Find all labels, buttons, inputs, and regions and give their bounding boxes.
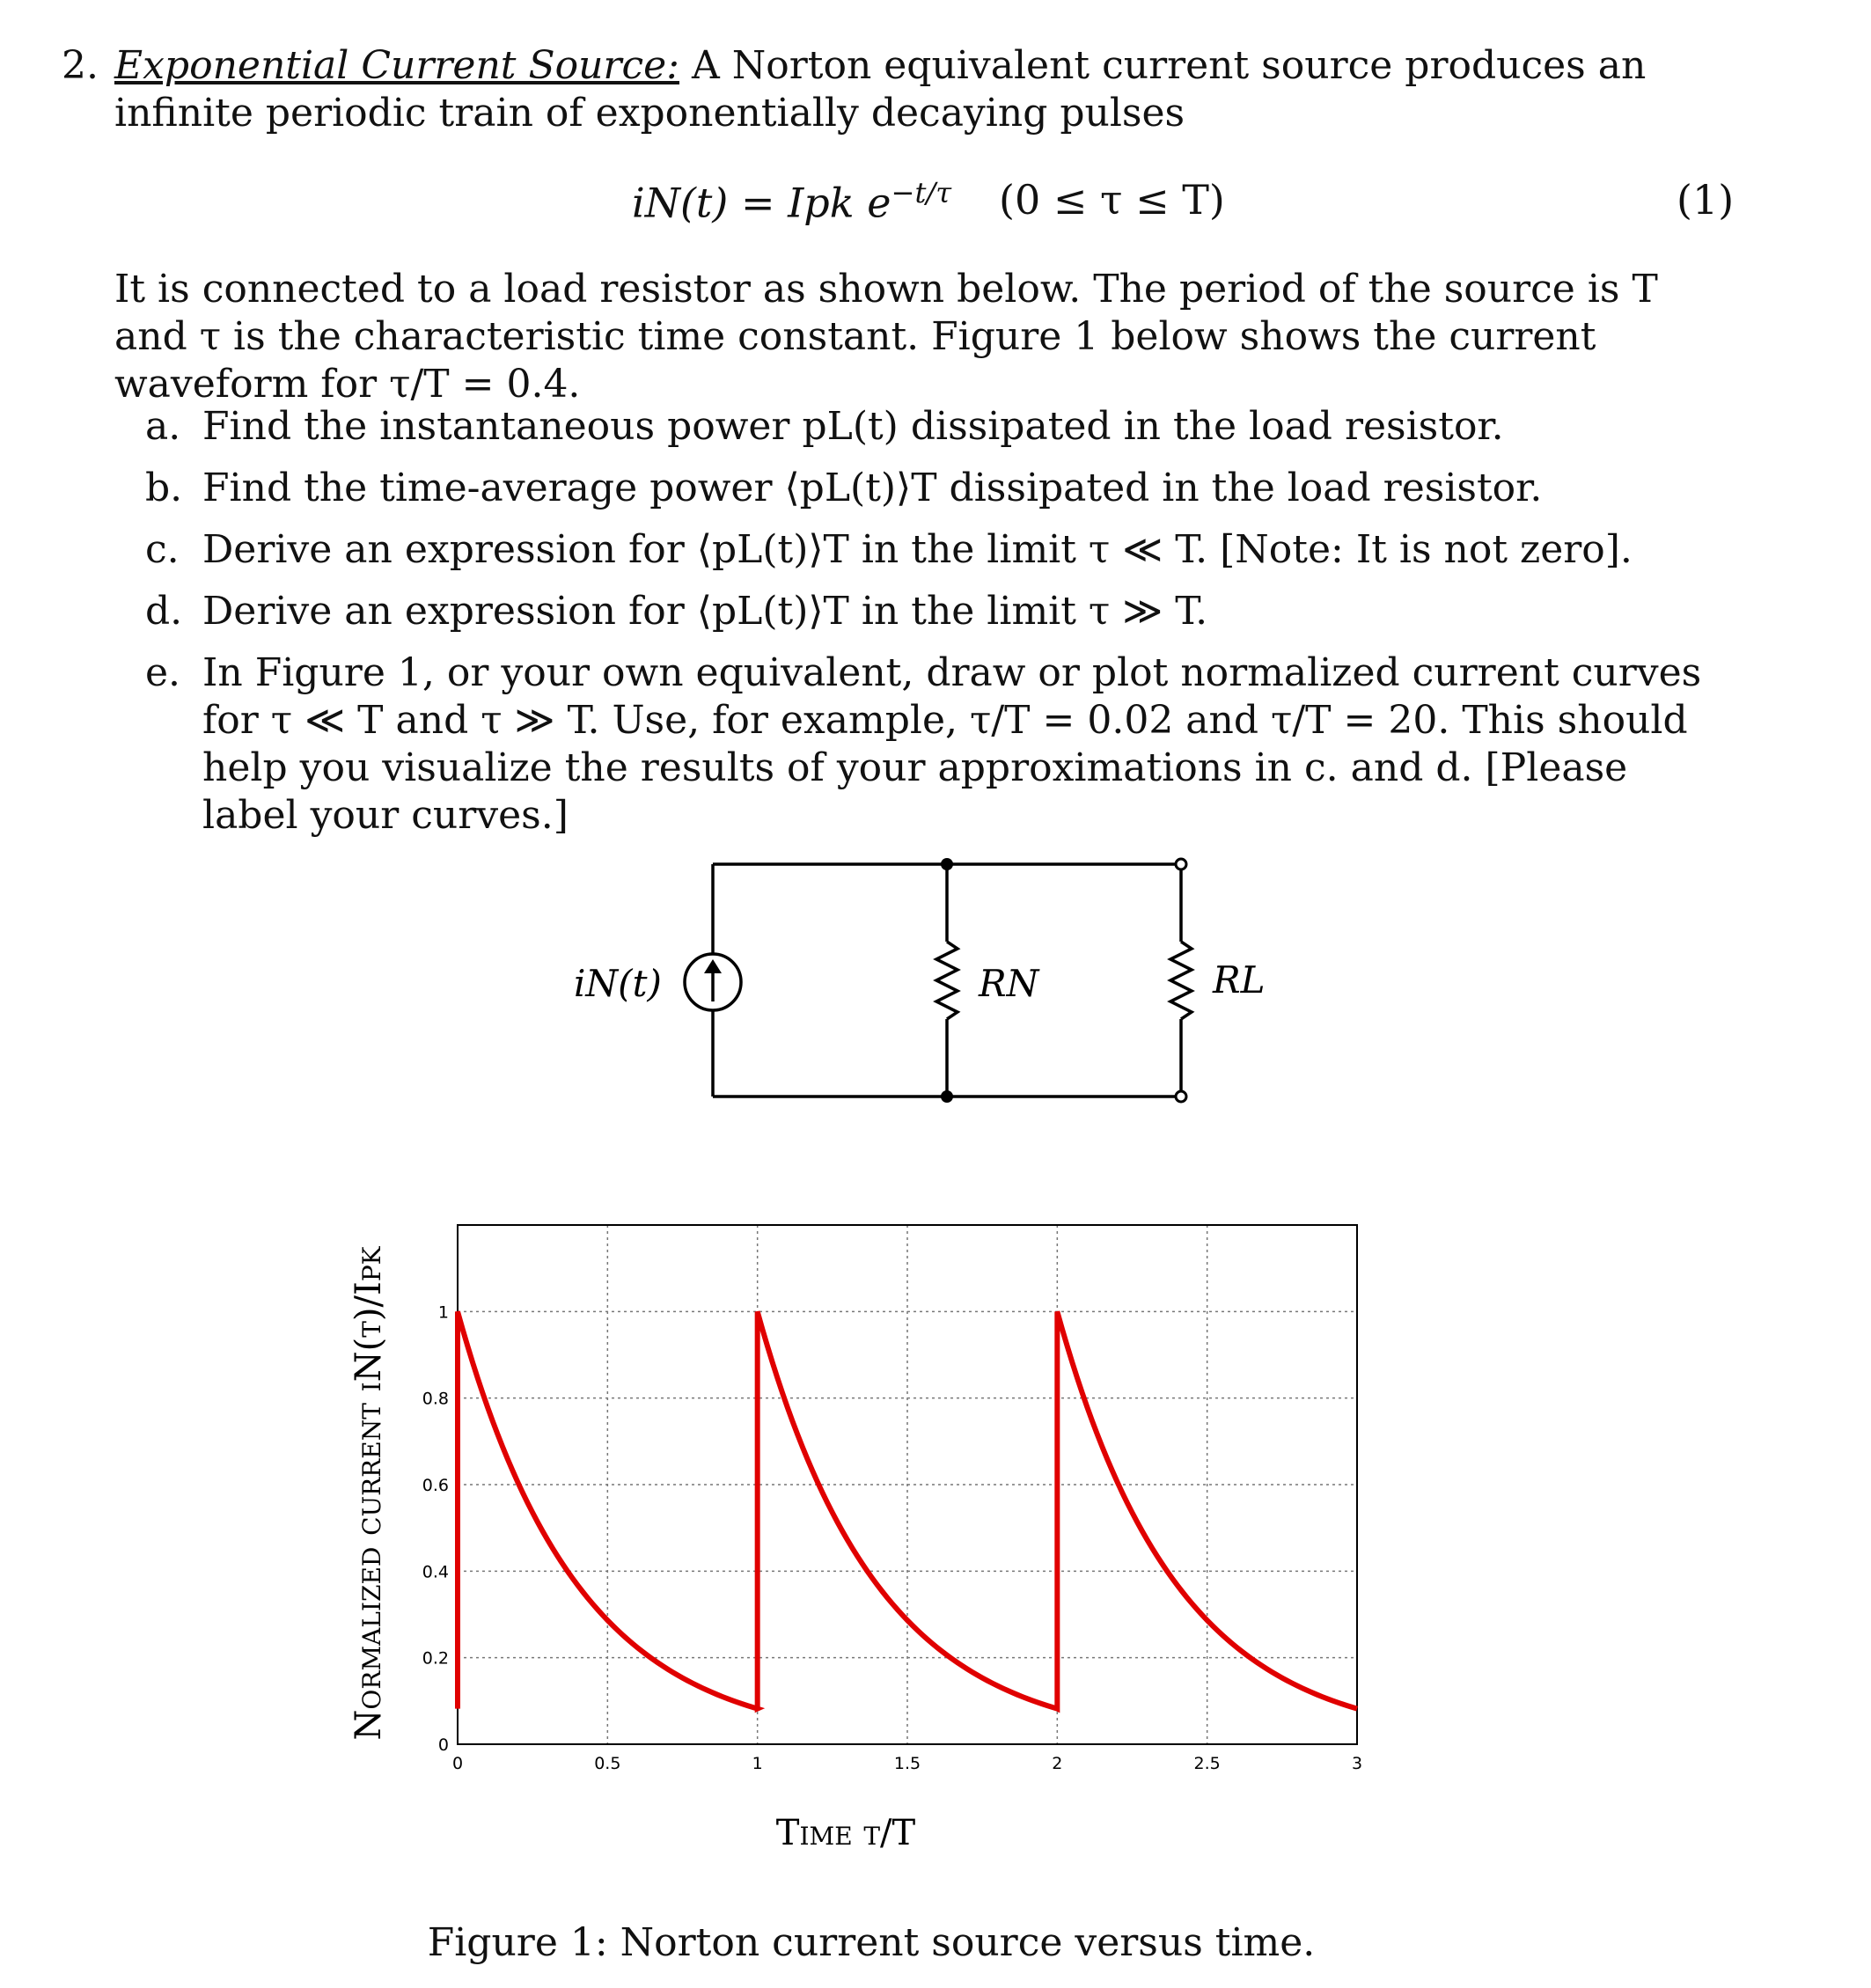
question-list xyxy=(145,403,1734,854)
equation-exponent: −t/τ xyxy=(891,176,952,209)
x-tick-label: 0 xyxy=(451,1754,464,1773)
x-tick-label: 2 xyxy=(1052,1754,1063,1773)
y-tick-label: 0.8 xyxy=(422,1389,449,1409)
x-tick-label: 1 xyxy=(752,1754,763,1773)
equation-1 xyxy=(0,176,1871,229)
equation-condition: (0 ≤ τ ≤ T) xyxy=(999,176,1225,224)
figure-1-chart xyxy=(334,1206,1390,1883)
rn-label: RN xyxy=(979,962,1039,1005)
x-tick-label: 3 xyxy=(1351,1754,1363,1773)
problem-number: 2. xyxy=(62,43,99,88)
y-tick-label: 0.4 xyxy=(422,1562,449,1582)
equation-number: (1) xyxy=(1677,176,1735,224)
y-tick-label: 0.6 xyxy=(422,1476,449,1495)
x-tick-label: 1.5 xyxy=(893,1754,921,1773)
x-tick-label: 2.5 xyxy=(1193,1754,1221,1773)
question-label: c. xyxy=(145,527,180,572)
source-label: iN(t) xyxy=(574,962,662,1005)
y-tick-label: 0.2 xyxy=(422,1648,449,1669)
resistor-rn-icon xyxy=(936,942,958,1019)
question-text: In Figure 1, or your own equivalent, draw or plot normalized current curves for τ ≪ T and τ ≫ T. Use, for example, τ/T = 0.02 and τ/T = 20. This should help you visualize the results of your approximations in c. and d. [Please label your curves.] xyxy=(202,650,1702,838)
problem-title: Exponential Current Source: xyxy=(114,43,679,88)
problem-intro: A Norton equivalent current source produces an infinite periodic train of exponentially decaying pulses xyxy=(114,43,1647,136)
y-tick-label: 1 xyxy=(437,1302,449,1323)
question-text: Derive an expression for ⟨pL(t)⟩T in the limit τ ≪ T. [Note: It is not zero]. xyxy=(202,527,1633,572)
question-d xyxy=(145,588,1734,635)
y-axis-label: Normalized current iN(t)/Ipk xyxy=(349,1246,389,1741)
question-text: Derive an expression for ⟨pL(t)⟩T in the limit τ ≫ T. xyxy=(202,589,1208,634)
node-dot-bottom xyxy=(941,1090,953,1103)
node-dot-top xyxy=(941,858,953,870)
figure-caption: Figure 1: Norton current source versus time. xyxy=(427,1920,1316,1965)
x-axis-label: Time t/T xyxy=(775,1813,916,1853)
terminal-bottom xyxy=(1176,1091,1186,1102)
question-a xyxy=(145,403,1734,451)
equation-expression: iN(t) = Ipk $e^{-t/\tau}$ xyxy=(632,176,952,227)
terminal-top xyxy=(1176,859,1186,869)
circuit-diagram xyxy=(0,827,1871,1126)
rl-label: RL xyxy=(1213,958,1266,1001)
chart-svg xyxy=(334,1206,1390,1883)
question-label: d. xyxy=(145,589,183,634)
y-tick-label: 0 xyxy=(437,1735,449,1755)
description-paragraph: It is connected to a load resistor as shown below. The period of the source is T and τ is the characteristic time constant. Figure 1 below shows the current waveform for τ/T = 0.4. xyxy=(114,267,1658,407)
problem-statement xyxy=(62,42,1734,137)
x-tick-label: 0.5 xyxy=(594,1754,621,1773)
question-c xyxy=(145,526,1734,574)
question-label: a. xyxy=(145,404,181,449)
question-b xyxy=(145,465,1734,512)
question-e xyxy=(145,649,1734,840)
question-label: e. xyxy=(145,650,181,695)
question-text: Find the time-average power ⟨pL(t)⟩T dissipated in the load resistor. xyxy=(202,466,1543,510)
resistor-rl-icon xyxy=(1170,942,1192,1019)
question-text: Find the instantaneous power pL(t) dissipated in the load resistor. xyxy=(202,404,1504,449)
question-label: b. xyxy=(145,466,183,510)
